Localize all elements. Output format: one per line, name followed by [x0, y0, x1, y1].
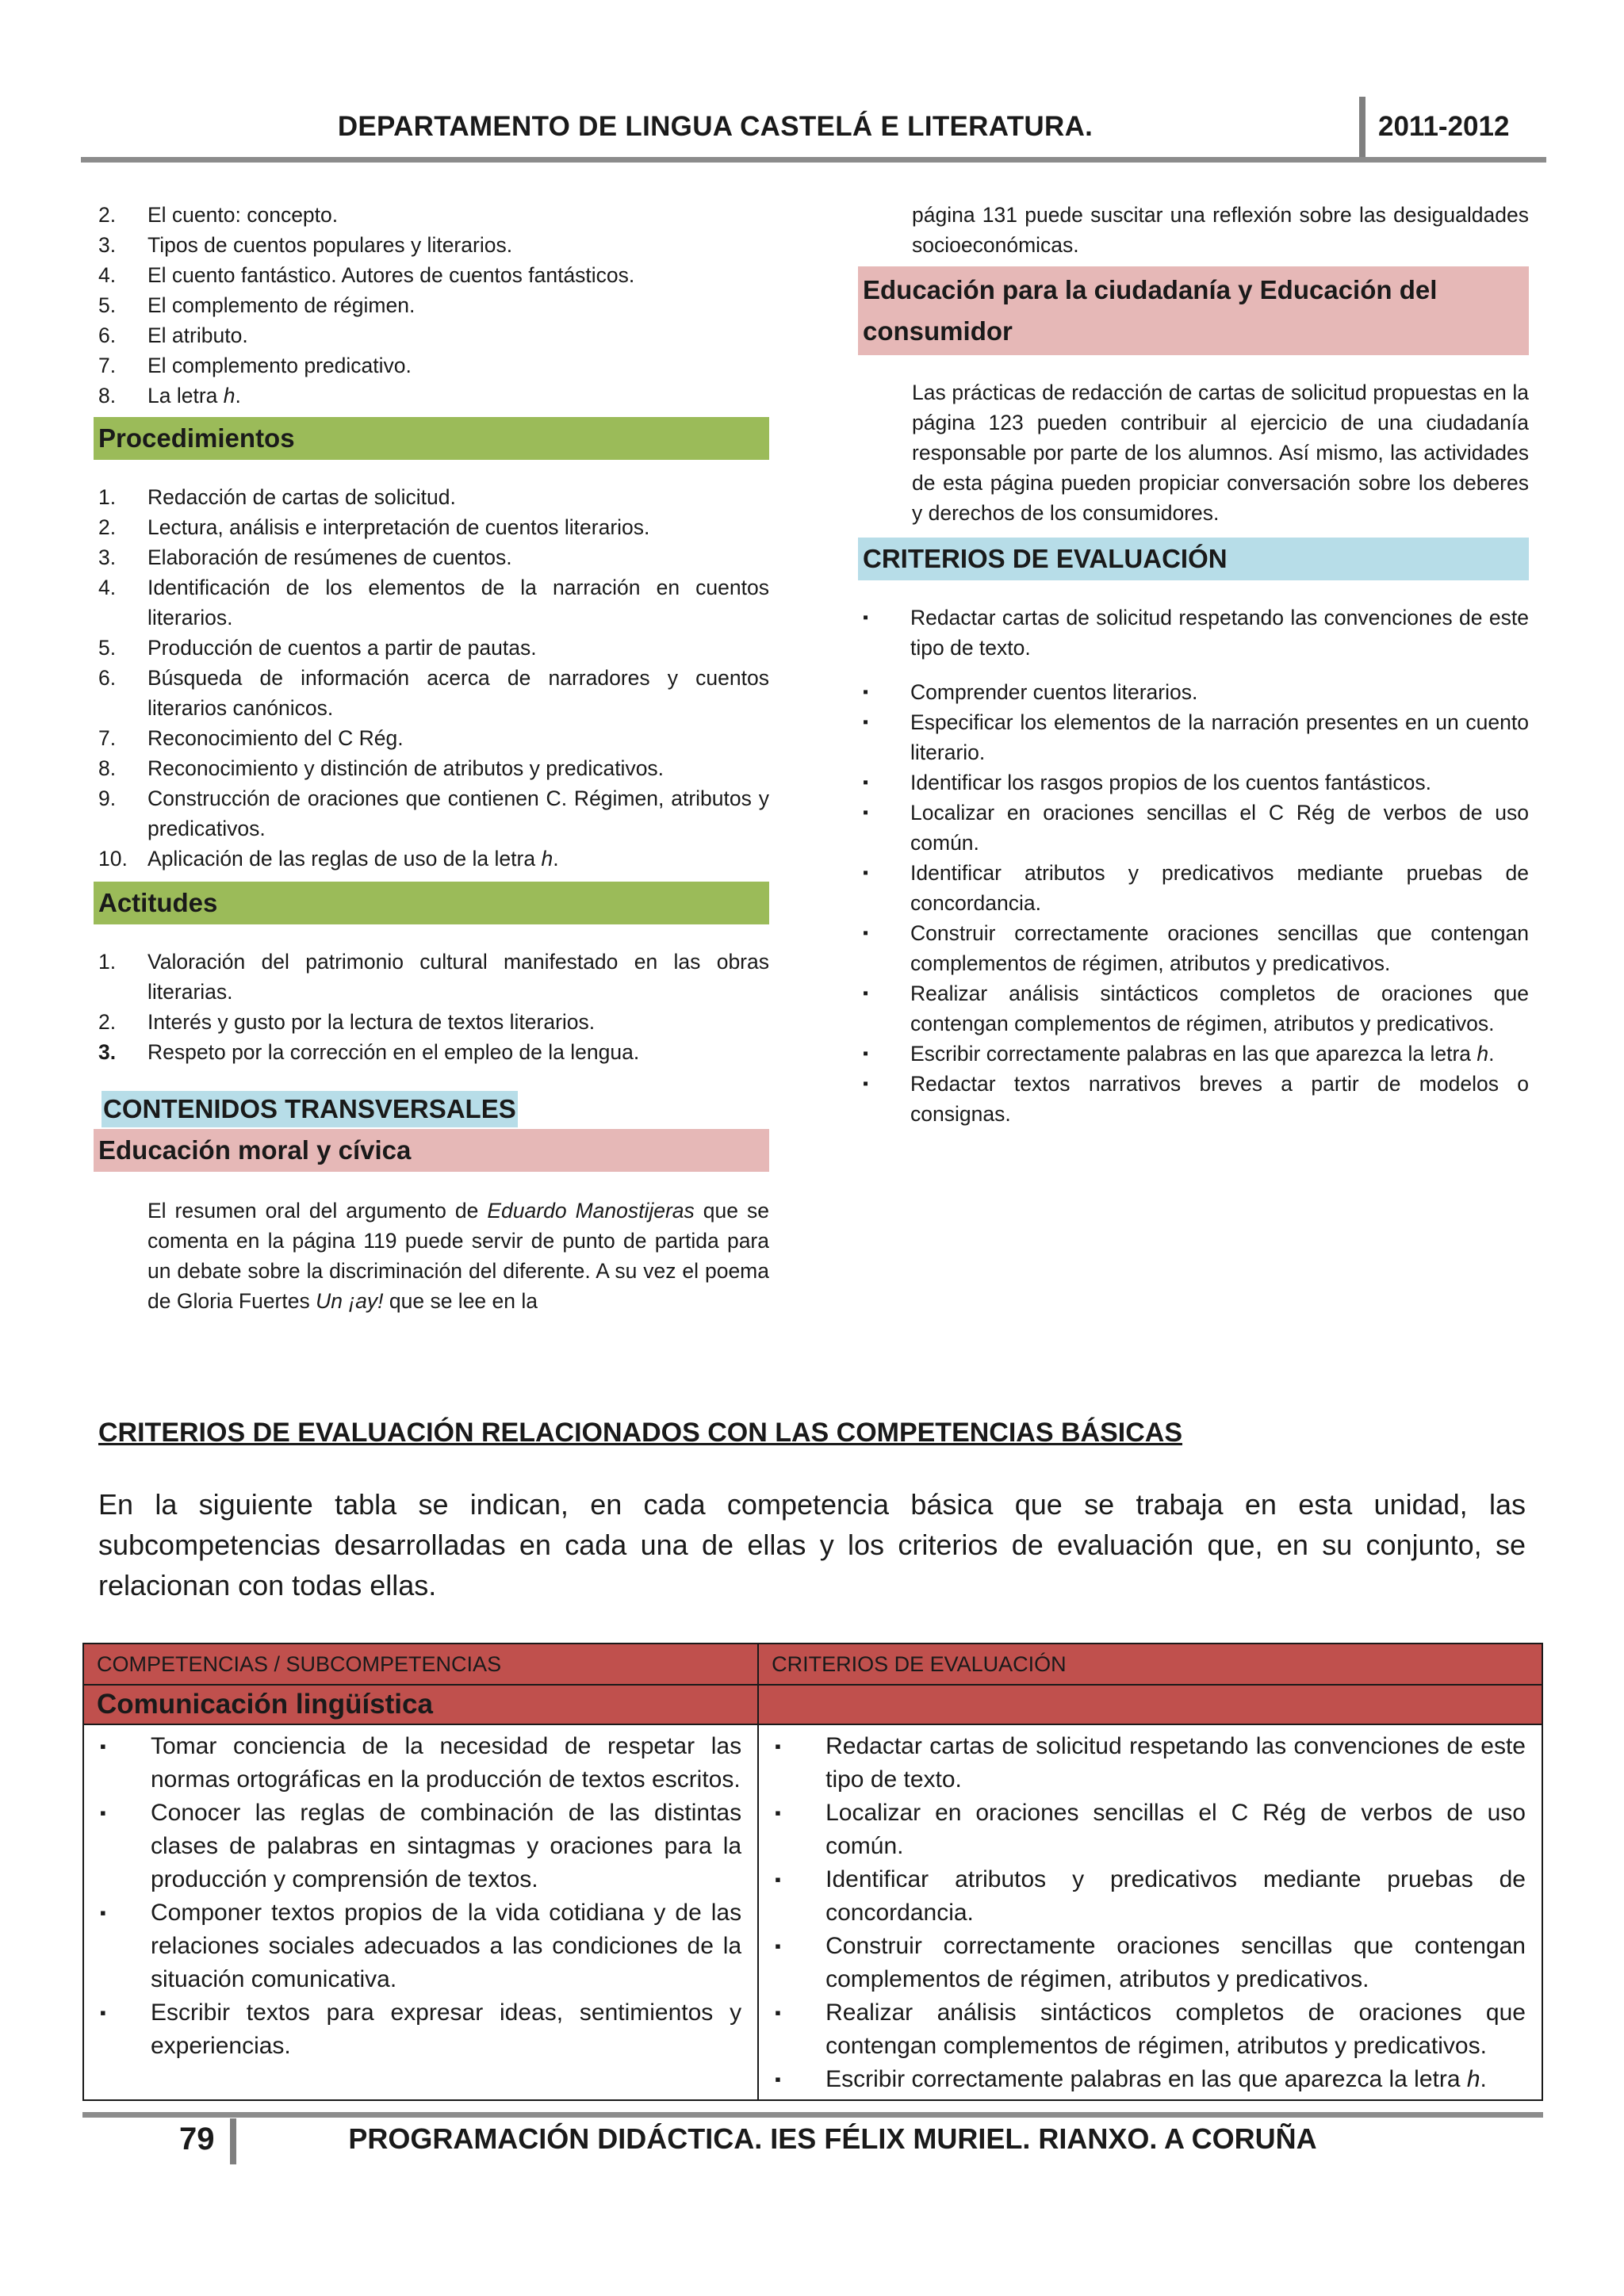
- list-item: [94, 947, 769, 1007]
- list-item: [94, 633, 769, 663]
- procedimientos-heading: Procedimientos: [94, 417, 769, 460]
- item-number: 2.: [98, 1010, 117, 1034]
- item-number: 6.: [98, 323, 117, 347]
- item-text: Localizar en oraciones sencillas el C Rég de verbos de uso común.: [910, 801, 1529, 855]
- list-item: [858, 707, 1529, 767]
- item-text: Respeto por la corrección en el empleo de la lengua.: [147, 1040, 640, 1064]
- actitudes-heading: Actitudes: [94, 882, 769, 924]
- square-bullet-icon: ▪: [863, 1075, 869, 1093]
- item-number: 7.: [98, 726, 117, 750]
- poem-title: Un ¡ay!: [316, 1289, 384, 1313]
- header-criterios: CRITERIOS DE EVALUACIÓN: [758, 1644, 1542, 1685]
- square-bullet-icon: ▪: [863, 774, 869, 791]
- list-item: [94, 572, 769, 633]
- square-bullet-icon: ▪: [775, 2003, 781, 2022]
- ciudadania-heading: Educación para la ciudadanía y Educación del consumidor: [858, 266, 1529, 355]
- moral-text-1: El resumen oral del argumento de: [147, 1199, 488, 1223]
- item-text: Construir correctamente oraciones sencillas que contengan complementos de régimen, atributos y predicativos.: [910, 921, 1529, 975]
- item-text: Identificar los rasgos propios de los cuentos fantásticos.: [910, 771, 1431, 794]
- square-bullet-icon: ▪: [775, 1869, 781, 1889]
- table-content-row: [83, 1724, 1542, 2100]
- header-competencias: COMPETENCIAS / SUBCOMPETENCIAS: [83, 1644, 758, 1685]
- list-item: [858, 767, 1529, 798]
- list-item: [94, 260, 769, 290]
- item-suffix: .: [553, 847, 559, 871]
- actitudes-list: [94, 947, 769, 1067]
- list-item: [858, 798, 1529, 858]
- square-bullet-icon: ▪: [863, 609, 869, 626]
- header-rule: [81, 157, 1546, 163]
- item-number: 2.: [98, 203, 117, 227]
- item-number: 8.: [98, 384, 117, 408]
- item-text: Realizar análisis sintácticos completos de oraciones que contengan complementos de régimen, atributos y predicativos.: [910, 982, 1529, 1035]
- transversales-heading-wrap: [94, 1091, 769, 1127]
- square-bullet-icon: ▪: [863, 804, 869, 821]
- school-year: 2011-2012: [1378, 111, 1510, 142]
- moral-heading: Educación moral y cívica: [94, 1129, 769, 1172]
- square-bullet-icon: ▪: [863, 714, 869, 731]
- list-item: [94, 512, 769, 542]
- ciudadania-paragraph: Las prácticas de redacción de cartas de solicitud propuestas en la página 123 pueden contribuir al ejercicio de una ciudadanía responsable por parte de los alumnos. Así mismo, las actividades de esta página pueden propiciar conversación sobre los deberes y derechos de los consumidores.: [912, 381, 1529, 525]
- item-text: Conocer las reglas de combinación de las distintas clases de palabras en sintagmas y oraciones para la producción y comprensión de textos.: [151, 1800, 742, 1892]
- item-emphasis: h: [223, 384, 236, 408]
- item-text: Redactar cartas de solicitud respetando las convenciones de este tipo de texto.: [825, 1733, 1526, 1793]
- square-bullet-icon: ▪: [775, 1936, 781, 1956]
- list-item: [772, 1797, 1526, 1863]
- item-text: Especificar los elementos de la narración presentes en un cuento literario.: [910, 710, 1529, 764]
- item-text: Valoración del patrimonio cultural manifestado en las obras literarias.: [147, 950, 769, 1004]
- square-bullet-icon: ▪: [863, 683, 869, 701]
- film-title: Eduardo Manostijeras: [487, 1199, 695, 1223]
- list-item: [772, 1863, 1526, 1930]
- list-item: [94, 290, 769, 320]
- item-text: Localizar en oraciones sencillas el C Rég de verbos de uso común.: [825, 1800, 1526, 1859]
- item-text: Identificar atributos y predicativos mediante pruebas de concordancia.: [825, 1866, 1526, 1926]
- subcompetencias-list: [97, 1730, 741, 2063]
- item-text: La letra: [147, 384, 224, 408]
- item-text: Interés y gusto por la lectura de textos literarios.: [147, 1010, 596, 1034]
- square-bullet-icon: ▪: [863, 1045, 869, 1062]
- list-item: [97, 1730, 741, 1797]
- list-item: [858, 1069, 1529, 1129]
- list-item: [97, 1896, 741, 1996]
- item-number: 3.: [98, 545, 117, 569]
- item-number: 7.: [98, 354, 117, 377]
- item-number: 8.: [98, 756, 117, 780]
- list-item: [94, 1007, 769, 1037]
- list-item: [97, 1996, 741, 2063]
- criterios-list: [858, 603, 1529, 1129]
- list-item: [94, 844, 769, 874]
- list-item: [772, 1730, 1526, 1797]
- item-number: 2.: [98, 515, 117, 539]
- square-bullet-icon: ▪: [863, 985, 869, 1002]
- item-emphasis: h: [1466, 2066, 1480, 2092]
- left-column: [94, 200, 769, 1316]
- item-text: Reconocimiento del C Rég.: [147, 726, 404, 750]
- item-text: Comprender cuentos literarios.: [910, 680, 1198, 704]
- square-bullet-icon: ▪: [100, 1803, 106, 1823]
- list-item: [94, 482, 769, 512]
- moral-paragraph-continued: página 131 puede suscitar una reflexión sobre las desigualdades socioeconómicas.: [912, 203, 1529, 257]
- item-emphasis: h: [1477, 1042, 1489, 1066]
- header-divider: [1359, 97, 1365, 160]
- item-text: Identificación de los elementos de la narración en cuentos literarios.: [147, 576, 769, 629]
- item-number: 5.: [98, 636, 117, 660]
- list-item: [94, 753, 769, 783]
- list-item: [858, 603, 1529, 663]
- item-suffix: .: [235, 384, 241, 408]
- list-item: [94, 663, 769, 723]
- item-text: Elaboración de resúmenes de cuentos.: [147, 545, 512, 569]
- list-item: [772, 2063, 1526, 2096]
- list-item: [858, 858, 1529, 918]
- square-bullet-icon: ▪: [775, 2069, 781, 2089]
- square-bullet-icon: ▪: [100, 1736, 106, 1756]
- item-text: Componer textos propios de la vida cotidiana y de las relaciones sociales adecuados a las condiciones de la situación comunicativa.: [151, 1900, 742, 1992]
- moral-paragraph: [94, 1196, 769, 1316]
- moral-text-3: que se lee en la: [383, 1289, 538, 1313]
- list-item: [858, 1039, 1529, 1069]
- list-item: [772, 1930, 1526, 1996]
- item-text: Tipos de cuentos populares y literarios.: [147, 233, 513, 257]
- competencias-table: [82, 1643, 1543, 2101]
- square-bullet-icon: ▪: [775, 1803, 781, 1823]
- item-text: Escribir correctamente palabras en las que aparezca la letra: [825, 2066, 1467, 2092]
- item-text: Redacción de cartas de solicitud.: [147, 485, 456, 509]
- item-number: 10.: [98, 847, 128, 871]
- item-text: Reconocimiento y distinción de atributos y predicativos.: [147, 756, 665, 780]
- moral-text-2: que se comenta en la página 119 puede servir de punto de partida para un debate sobre la discriminación del diferente. A su vez el poema de Gloria Fuertes: [147, 1199, 769, 1313]
- item-text: Identificar atributos y predicativos mediante pruebas de concordancia.: [910, 861, 1529, 915]
- item-number: 4.: [98, 263, 117, 287]
- criterios-cell: [758, 1724, 1542, 2100]
- subcompetencias-cell: [83, 1724, 758, 2100]
- item-text: El atributo.: [147, 323, 248, 347]
- list-item: [94, 542, 769, 572]
- item-emphasis: h: [541, 847, 553, 871]
- competence-empty-cell: [758, 1685, 1542, 1724]
- item-text: El complemento de régimen.: [147, 293, 416, 317]
- item-number: 3.: [98, 233, 117, 257]
- department-title: DEPARTAMENTO DE LINGUA CASTELÁ E LITERATURA.: [337, 111, 1094, 142]
- item-text: El cuento: concepto.: [147, 203, 339, 227]
- item-number: 1.: [98, 485, 117, 509]
- item-text: Escribir textos para expresar ideas, sentimientos y experiencias.: [151, 1999, 742, 2059]
- item-text: Construir correctamente oraciones sencillas que contengan complementos de régimen, atributos y predicativos.: [825, 1933, 1526, 1992]
- list-item: [94, 350, 769, 381]
- item-number: 6.: [98, 666, 117, 690]
- item-text: El cuento fantástico. Autores de cuentos fantásticos.: [147, 263, 635, 287]
- competencias-section-title: CRITERIOS DE EVALUACIÓN RELACIONADOS CON LAS COMPETENCIAS BÁSICAS: [98, 1418, 1183, 1448]
- item-text: Tomar conciencia de la necesidad de respetar las normas ortográficas en la producción de textos escritos.: [151, 1733, 742, 1793]
- table-criterios-list: [772, 1730, 1526, 2096]
- item-number: 5.: [98, 293, 117, 317]
- list-item: [94, 230, 769, 260]
- footer-divider: [230, 2118, 236, 2164]
- list-item: [772, 1996, 1526, 2063]
- conceptos-list: [94, 200, 769, 411]
- item-text: Búsqueda de información acerca de narradores y cuentos literarios canónicos.: [147, 666, 769, 720]
- list-item: [858, 677, 1529, 707]
- list-item: [94, 723, 769, 753]
- item-text: Realizar análisis sintácticos completos de oraciones que contengan complementos de régimen, atributos y predicativos.: [825, 1999, 1526, 2059]
- item-number: 1.: [98, 950, 117, 974]
- item-text: Escribir correctamente palabras en las que aparezca la letra: [910, 1042, 1477, 1066]
- list-item: [97, 1797, 741, 1896]
- item-number: 9.: [98, 786, 117, 810]
- list-item: [858, 978, 1529, 1039]
- procedimientos-list: [94, 482, 769, 874]
- item-suffix: .: [1480, 2066, 1487, 2092]
- transversales-heading: CONTENIDOS TRANSVERSALES: [102, 1091, 518, 1127]
- item-text: Redactar textos narrativos breves a partir de modelos o consignas.: [910, 1072, 1529, 1126]
- footer-rule: [82, 2112, 1543, 2118]
- list-item: [94, 320, 769, 350]
- list-item: [94, 1037, 769, 1067]
- list-item: [94, 381, 769, 411]
- item-text: Producción de cuentos a partir de pautas.: [147, 636, 537, 660]
- item-text: Construcción de oraciones que contienen C. Régimen, atributos y predicativos.: [147, 786, 769, 840]
- square-bullet-icon: ▪: [775, 1736, 781, 1756]
- square-bullet-icon: ▪: [100, 2003, 106, 2022]
- right-column: [858, 200, 1529, 1129]
- competencias-intro: En la siguiente tabla se indican, en cada competencia básica que se trabaja en esta unidad, las subcompetencias desarrolladas en cada una de ellas y los criterios de evaluación que, en su conjunto, se relacionan con todas ellas.: [98, 1488, 1526, 1601]
- square-bullet-icon: ▪: [100, 1903, 106, 1923]
- page-header: [81, 94, 1546, 160]
- item-number: 3.: [98, 1040, 117, 1064]
- item-text: Aplicación de las reglas de uso de la letra: [147, 847, 542, 871]
- footer-title: PROGRAMACIÓN DIDÁCTICA. IES FÉLIX MURIEL. RIANXO. A CORUÑA: [348, 2122, 1317, 2155]
- page-number: 79: [179, 2122, 215, 2156]
- square-bullet-icon: ▪: [863, 924, 869, 942]
- item-text: El complemento predicativo.: [147, 354, 412, 377]
- criterios-heading: CRITERIOS DE EVALUACIÓN: [858, 538, 1529, 580]
- square-bullet-icon: ▪: [863, 864, 869, 882]
- competence-name: Comunicación lingüística: [83, 1685, 758, 1724]
- list-item: [94, 200, 769, 230]
- table-competence-row: [83, 1685, 1542, 1724]
- table-header-row: [83, 1644, 1542, 1685]
- item-text: Redactar cartas de solicitud respetando las convenciones de este tipo de texto.: [910, 606, 1529, 660]
- item-text: Lectura, análisis e interpretación de cuentos literarios.: [147, 515, 650, 539]
- list-item: [858, 918, 1529, 978]
- list-item: [94, 783, 769, 844]
- item-suffix: .: [1488, 1042, 1495, 1066]
- item-number: 4.: [98, 576, 117, 599]
